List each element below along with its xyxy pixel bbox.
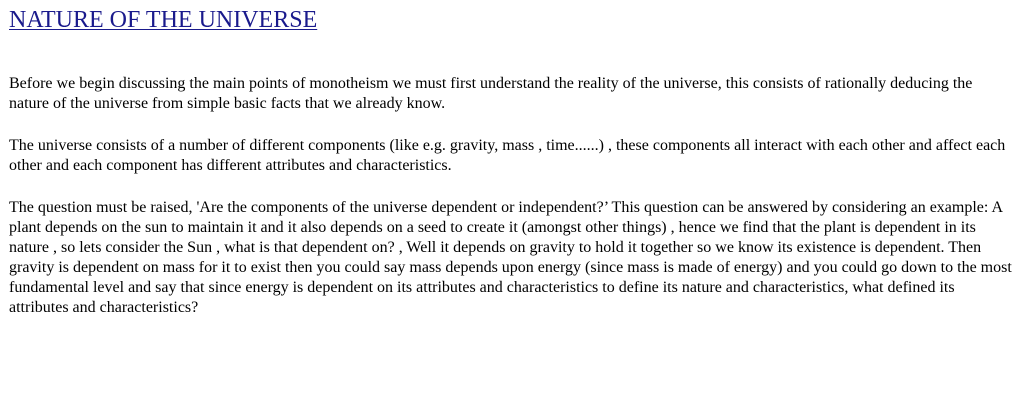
paragraph-question: The question must be raised, 'Are the components of the universe dependent or independent?’ This question can be answered by considering an example: A plant depends on the sun to maintain it and it also depends on a seed to create it (amongst other things) , hence we find that the plant is dependent in its nature , so lets consider the Sun , what is that dependent on? , Well it depends on gravity to hold it together so we know its existence is dependent. Then gravity is dependent on mass for it to exist then you could say mass depends upon energy (since mass is made of energy) and you could go down to the most fundamental level and say that since energy is dependent on its attributes and characteristics to define its nature and characteristics, what defined its attributes and characteristics?: [9, 199, 1012, 316]
paragraph-intro: Before we begin discussing the main points of monotheism we must first understand the reality of the universe, this consists of rationally deducing the nature of the universe from simple basic facts that we already know.: [9, 75, 973, 112]
page-title-link[interactable]: NATURE OF THE UNIVERSE: [9, 7, 318, 33]
paragraph-components: The universe consists of a number of different components (like e.g. gravity, mass , time......) , these components all interact with each other and affect each other and each component has different attributes and characteristics.: [9, 137, 1006, 174]
